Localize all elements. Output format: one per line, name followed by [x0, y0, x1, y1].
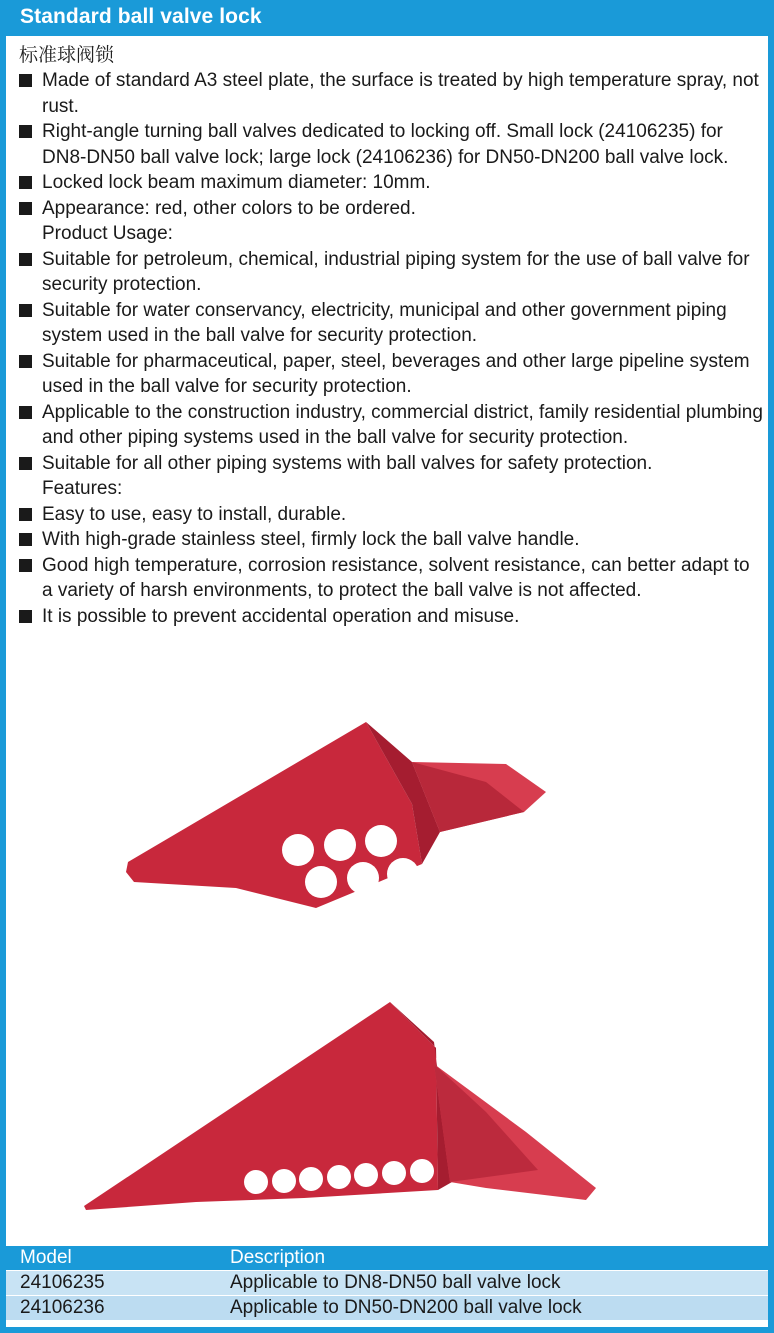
bullet-item	[18, 527, 764, 553]
header-description: Description	[230, 1247, 326, 1268]
bullet-item	[18, 604, 764, 630]
item-text: Right-angle turning ball valves dedicated to locking off. Small lock (24106235) for DN8-DN50 ball valve lock; large lock (24106236) for DN50-DN200 ball valve lock.	[42, 121, 729, 168]
table-row	[6, 1295, 768, 1320]
item-text: Suitable for all other piping systems with ball valves for safety protection.	[42, 452, 653, 474]
title-bar	[6, 0, 768, 36]
item-text: Good high temperature, corrosion resistance, solvent resistance, can better adapt to a variety of harsh environments, to protect the ball valve is not affected.	[42, 554, 750, 601]
page-subtitle: 标准球阀锁	[19, 44, 115, 66]
description-cell: Applicable to DN50-DN200 ball valve lock	[230, 1297, 582, 1318]
square-bullet-icon	[19, 533, 32, 546]
description-cell: Applicable to DN8-DN50 ball valve lock	[230, 1272, 561, 1293]
bullet-item	[18, 553, 764, 604]
square-bullet-icon	[19, 406, 32, 419]
bullet-item	[18, 298, 764, 349]
square-bullet-icon	[19, 304, 32, 317]
square-bullet-icon	[19, 508, 32, 521]
item-text: Suitable for pharmaceutical, paper, steel, beverages and other large pipeline system used in the ball valve for security protection.	[42, 350, 750, 397]
section-heading	[18, 476, 764, 502]
item-text: It is possible to prevent accidental operation and misuse.	[42, 605, 520, 627]
item-text: With high-grade stainless steel, firmly lock the ball valve handle.	[42, 529, 580, 550]
table-row	[6, 1270, 768, 1295]
square-bullet-icon	[19, 125, 32, 138]
section-heading	[18, 221, 764, 247]
square-bullet-icon	[19, 355, 32, 368]
item-text: Features:	[42, 478, 123, 499]
bullet-item	[18, 451, 764, 477]
square-bullet-icon	[19, 253, 32, 266]
table-header	[6, 1246, 768, 1270]
item-text: Suitable for water conservancy, electricity, municipal and other government piping system used in the ball valve for security protection.	[42, 299, 727, 346]
square-bullet-icon	[19, 176, 32, 189]
bullet-item	[18, 247, 764, 298]
bullet-item	[18, 400, 764, 451]
product-photos	[66, 712, 626, 1232]
large-lock-image	[84, 1002, 596, 1210]
page-title: Standard ball valve lock	[20, 5, 262, 28]
large-lock-channel-shade	[434, 1064, 538, 1182]
bullet-item	[18, 170, 764, 196]
description-list	[18, 68, 764, 629]
bullet-item	[18, 502, 764, 528]
model-cell: 24106236	[20, 1297, 105, 1318]
model-table	[6, 1246, 768, 1320]
square-bullet-icon	[19, 559, 32, 572]
item-text: Easy to use, easy to install, durable.	[42, 503, 347, 525]
bullet-item	[18, 349, 764, 400]
item-text: Made of standard A3 steel plate, the surface is treated by high temperature spray, not rust.	[42, 70, 759, 117]
bullet-item	[18, 119, 764, 170]
item-text: Locked lock beam maximum diameter: 10mm.	[42, 172, 431, 193]
bullet-item	[18, 68, 764, 119]
item-text: Applicable to the construction industry, commercial district, family residential plumbing and other piping systems used in the ball valve for security protection.	[42, 401, 763, 448]
item-text: Appearance: red, other colors to be ordered.	[42, 197, 416, 219]
square-bullet-icon	[19, 202, 32, 215]
header-model: Model	[20, 1247, 72, 1268]
square-bullet-icon	[19, 457, 32, 470]
square-bullet-icon	[19, 610, 32, 623]
item-text: Suitable for petroleum, chemical, industrial piping system for the use of ball valve for security protection.	[42, 248, 750, 295]
item-text: Product Usage:	[42, 223, 173, 244]
model-cell: 24106235	[20, 1272, 105, 1293]
bullet-item	[18, 196, 764, 222]
square-bullet-icon	[19, 74, 32, 87]
small-lock-image	[126, 722, 546, 908]
